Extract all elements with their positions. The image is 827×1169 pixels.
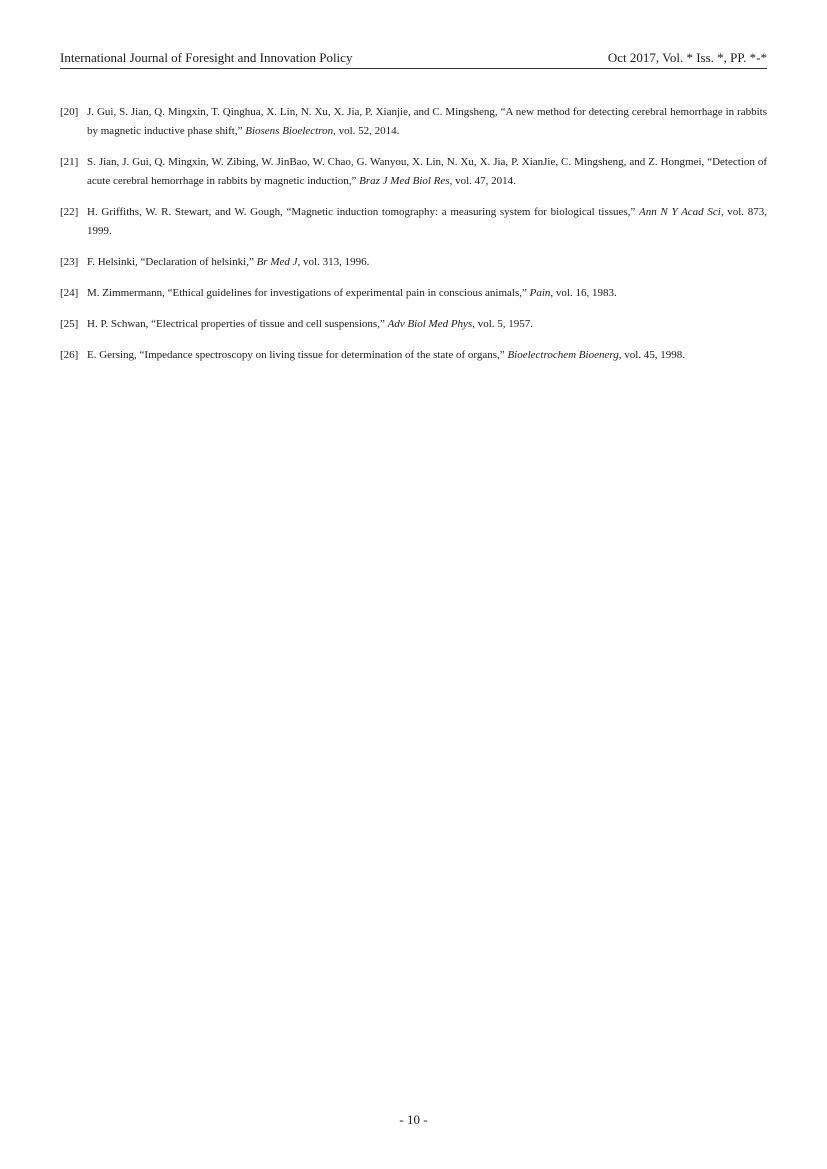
reference-details: , vol. 16, 1983. [550, 287, 617, 299]
reference-venue: Biosens Bioelectron [245, 125, 334, 137]
reference-authors-title: J. Gui, S. Jian, Q. Mingxin, T. Qinghua, X. Lin, N. Xu, X. Jia, P. Xianjie, and C. Mingsheng, “A new method for detecting cerebral hemorrhage in rabbits by magnetic inductive phase shift,” [87, 106, 767, 137]
reference-item [60, 153, 767, 191]
reference-text [87, 284, 767, 303]
reference-number: [23] [60, 256, 79, 268]
reference-text [87, 315, 767, 334]
reference-number: [22] [60, 206, 79, 218]
reference-authors-title: M. Zimmermann, “Ethical guidelines for investigations of experimental pain in conscious animals,” [87, 287, 530, 299]
journal-title: International Journal of Foresight and Innovation Policy [60, 50, 353, 65]
reference-details: , vol. 5, 1957. [472, 318, 534, 330]
reference-details: , vol. 52, 2014. [333, 125, 400, 137]
reference-number: [21] [60, 156, 79, 168]
reference-item [60, 253, 767, 272]
reference-number: [20] [60, 106, 79, 118]
reference-text [87, 203, 767, 241]
reference-venue: Pain [529, 287, 551, 299]
reference-text [87, 103, 767, 141]
reference-details: , vol. 47, 2014. [449, 175, 516, 187]
reference-number: [25] [60, 318, 79, 330]
reference-item [60, 315, 767, 334]
reference-details: , vol. 313, 1996. [297, 256, 370, 268]
reference-item [60, 284, 767, 303]
reference-text [87, 253, 767, 272]
issue-info: Oct 2017, Vol. * Iss. *, PP. *-* [607, 50, 767, 65]
reference-list [60, 103, 767, 377]
reference-authors-title: H. Griffiths, W. R. Stewart, and W. Gough, “Magnetic induction tomography: a measuring system for biological tissues,” [87, 206, 640, 218]
reference-number: [24] [60, 287, 79, 299]
reference-details: , vol. 45, 1998. [618, 349, 686, 361]
reference-venue: Braz J Med Biol Res [359, 175, 450, 187]
reference-authors-title: S. Jian, J. Gui, Q. Mingxin, W. Zibing, W. JinBao, W. Chao, G. Wanyou, X. Lin, N. Xu, X. Jia, P. XianJie, C. Mingsheng, and Z. Hongmei, “Detection of acute cerebral hemorrhage in rabbits by magnetic induction,” [87, 156, 767, 187]
running-header [60, 46, 767, 69]
reference-details: , vol. 873, 1999. [87, 206, 768, 237]
reference-venue: Adv Biol Med Phys [387, 318, 473, 330]
reference-number: [26] [60, 349, 79, 361]
reference-text [87, 346, 767, 365]
reference-authors-title: H. P. Schwan, “Electrical properties of tissue and cell suspensions,” [87, 318, 388, 330]
reference-authors-title: E. Gersing, “Impedance spectroscopy on living tissue for determination of the state of organs,” [87, 349, 508, 361]
reference-venue: Ann N Y Acad Sci [639, 206, 721, 218]
reference-item [60, 346, 767, 365]
reference-authors-title: F. Helsinki, “Declaration of helsinki,” [87, 256, 257, 268]
reference-venue: Br Med J [256, 256, 298, 268]
reference-item [60, 203, 767, 241]
page-number: - 10 - [399, 1112, 428, 1127]
reference-venue: Bioelectrochem Bioenerg [507, 349, 619, 361]
reference-text [87, 153, 767, 191]
reference-item [60, 103, 767, 141]
